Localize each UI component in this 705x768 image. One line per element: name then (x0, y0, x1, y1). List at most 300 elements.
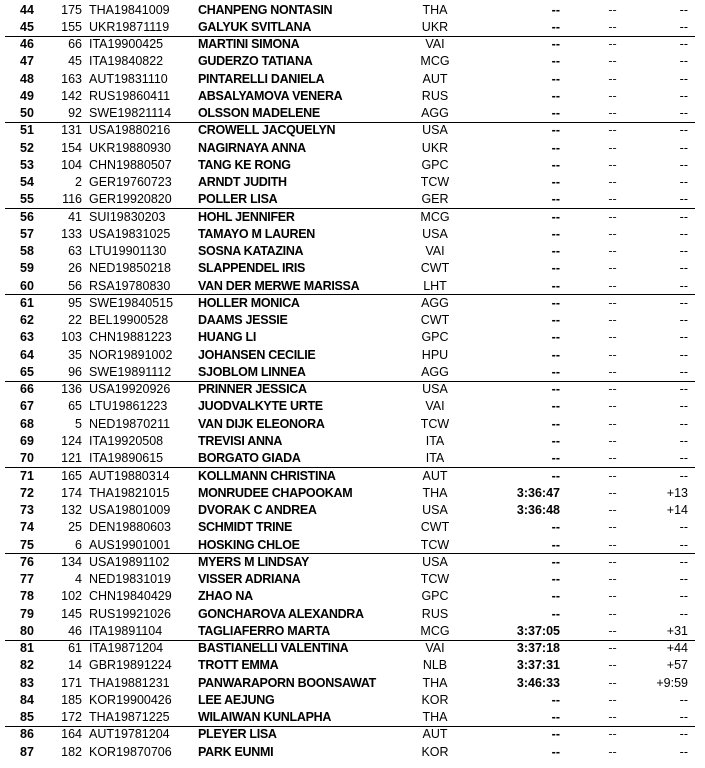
time-cell: -- (551, 192, 560, 207)
table-row (0, 398, 705, 415)
gap-cell: -- (679, 572, 688, 587)
rank-cell: 81 (20, 641, 34, 656)
rider-name-cell: PARK EUNMI (198, 744, 274, 759)
gap-cell: -- (679, 140, 688, 155)
team-cell: USA (422, 382, 448, 397)
team-cell: CWT (420, 313, 450, 328)
table-row (0, 53, 705, 70)
gap-cell: -- (679, 157, 688, 172)
rank-cell: 80 (20, 623, 34, 638)
bib-cell: 102 (61, 589, 82, 604)
bib-cell: 124 (61, 434, 82, 448)
team-cell: HPU (421, 347, 449, 362)
table-row (0, 174, 705, 191)
table-row (0, 71, 705, 88)
bonus-cell: -- (608, 313, 617, 328)
rank-cell: 74 (20, 520, 34, 535)
rank-cell: 66 (20, 382, 34, 397)
table-row (0, 226, 705, 243)
rank-cell: 56 (20, 209, 34, 224)
rider-name-cell: BASTIANELLI VALENTINA (198, 641, 349, 656)
table-row (0, 347, 705, 364)
gap-cell: -- (679, 209, 688, 224)
bonus-cell: -- (608, 209, 617, 224)
bib-cell: 185 (61, 692, 82, 707)
gap-cell: -- (679, 744, 688, 759)
gap-cell: -- (679, 123, 688, 138)
rider-name-cell: GONCHAROVA ALEXANDRA (198, 606, 364, 621)
rider-code-cell: NOR19891002 (89, 347, 173, 362)
time-cell: -- (551, 727, 560, 742)
table-row (0, 640, 705, 657)
time-cell: -- (551, 606, 560, 621)
gap-cell: -- (679, 295, 688, 310)
bib-cell: 163 (61, 71, 82, 86)
rider-code-cell: RUS19921026 (89, 606, 172, 621)
time-cell: -- (551, 226, 560, 241)
rank-cell: 65 (20, 364, 34, 379)
team-cell: MCG (420, 209, 450, 224)
bonus-cell: -- (608, 54, 617, 69)
rider-name-cell: VISSER ADRIANA (198, 572, 301, 587)
team-cell: GPC (421, 330, 449, 345)
table-row (0, 709, 705, 726)
rider-code-cell: THA19871225 (89, 710, 170, 725)
gap-cell: -- (679, 2, 688, 17)
rank-cell: 69 (20, 434, 34, 448)
rider-name-cell: MYERS M LINDSAY (198, 554, 310, 569)
bib-cell: 165 (61, 468, 82, 483)
time-cell: -- (551, 382, 560, 397)
rank-cell: 54 (20, 175, 34, 190)
gap-cell: +14 (666, 503, 688, 518)
time-cell: -- (551, 19, 560, 34)
bib-cell: 182 (61, 744, 82, 759)
gap-cell: -- (679, 192, 688, 207)
table-row (0, 191, 705, 208)
bonus-cell: -- (608, 572, 617, 587)
rider-name-cell: VAN DIJK ELEONORA (198, 416, 325, 431)
rider-name-cell: SCHMIDT TRINE (198, 520, 293, 535)
bib-cell: 116 (62, 192, 82, 207)
rank-cell: 50 (20, 106, 34, 121)
team-cell: VAI (425, 37, 445, 52)
time-cell: -- (551, 261, 560, 276)
table-row (0, 519, 705, 536)
bib-cell: 95 (68, 295, 82, 310)
gap-cell: -- (679, 54, 688, 69)
table-row (0, 381, 705, 398)
team-cell: NLB (422, 658, 448, 673)
team-cell: CWT (420, 261, 450, 276)
table-row (0, 105, 705, 122)
table-row (0, 657, 705, 674)
time-cell: 3:37:05 (516, 623, 560, 638)
table-row (0, 468, 705, 485)
rider-code-cell: USA19880216 (89, 123, 171, 138)
rank-cell: 70 (20, 451, 34, 466)
rider-code-cell: BEL19900528 (89, 313, 169, 328)
rider-code-cell: GBR19891224 (89, 658, 172, 673)
gap-cell: -- (679, 468, 688, 483)
bonus-cell: -- (608, 434, 617, 448)
rider-code-cell: ITA19920508 (89, 434, 164, 448)
rider-code-cell: THA19841009 (89, 2, 170, 17)
team-cell: TCW (420, 416, 450, 431)
gap-cell: -- (679, 347, 688, 362)
bonus-cell: -- (608, 503, 617, 518)
bonus-cell: -- (608, 295, 617, 310)
time-cell: -- (551, 434, 560, 448)
rider-name-cell: VAN DER MERWE MARISSA (198, 278, 360, 293)
team-cell: AGG (421, 364, 449, 379)
rank-cell: 62 (20, 313, 34, 328)
bonus-cell: -- (608, 710, 617, 725)
rider-name-cell: HUANG LI (198, 330, 257, 345)
bib-cell: 45 (68, 54, 82, 69)
team-cell: TCW (420, 572, 450, 587)
time-cell: -- (551, 2, 560, 17)
gap-cell: -- (679, 606, 688, 621)
team-cell: UKR (421, 19, 449, 34)
time-cell: -- (551, 37, 560, 52)
team-cell: USA (422, 554, 448, 569)
bib-cell: 35 (68, 347, 82, 362)
team-cell: VAI (425, 244, 445, 259)
bonus-cell: -- (608, 589, 617, 604)
bib-cell: 132 (61, 503, 82, 518)
bib-cell: 41 (68, 209, 82, 224)
bib-cell: 154 (61, 140, 82, 155)
rider-code-cell: AUS19901001 (89, 537, 171, 552)
rank-cell: 87 (20, 744, 34, 759)
table-row (0, 726, 705, 743)
rider-name-cell: PLEYER LISA (198, 727, 277, 742)
rider-code-cell: THA19821015 (89, 485, 170, 500)
bonus-cell: -- (608, 88, 617, 103)
time-cell: -- (551, 692, 560, 707)
time-cell: -- (551, 589, 560, 604)
bonus-cell: -- (608, 468, 617, 483)
bonus-cell: -- (608, 140, 617, 155)
time-cell: -- (551, 88, 560, 103)
table-row (0, 157, 705, 174)
rider-code-cell: UKR19880930 (89, 140, 172, 155)
table-row (0, 416, 705, 433)
rider-name-cell: PRINNER JESSICA (198, 382, 307, 397)
time-cell: -- (551, 416, 560, 431)
rank-cell: 61 (20, 295, 34, 310)
rider-code-cell: ITA19900425 (89, 37, 164, 52)
rider-code-cell: AUT19831110 (89, 71, 168, 86)
time-cell: 3:46:33 (516, 675, 560, 690)
time-cell: -- (551, 175, 560, 190)
table-row (0, 588, 705, 605)
rider-code-cell: RSA19780830 (89, 278, 171, 293)
rank-cell: 46 (20, 37, 34, 52)
team-cell: THA (422, 675, 448, 690)
rider-code-cell: ITA19890615 (89, 451, 164, 466)
rank-cell: 59 (20, 261, 34, 276)
rider-name-cell: HOSKING CHLOE (198, 537, 300, 552)
rider-code-cell: USA19801009 (89, 503, 171, 518)
bib-cell: 103 (61, 330, 82, 345)
gap-cell: -- (679, 364, 688, 379)
bonus-cell: -- (608, 347, 617, 362)
team-cell: USA (422, 503, 448, 518)
team-cell: UKR (421, 140, 449, 155)
time-cell: -- (551, 554, 560, 569)
bib-cell: 131 (61, 123, 82, 138)
team-cell: TCW (420, 537, 450, 552)
bib-cell: 2 (75, 175, 82, 190)
table-row (0, 209, 705, 226)
rider-code-cell: SUI19830203 (89, 209, 166, 224)
table-row (0, 675, 705, 692)
rider-code-cell: GER19920820 (89, 192, 172, 207)
rider-code-cell: ITA19891104 (89, 623, 163, 638)
bib-cell: 104 (61, 157, 82, 172)
rider-name-cell: DAAMS JESSIE (198, 313, 288, 328)
bib-cell: 66 (68, 37, 82, 52)
bib-cell: 164 (61, 727, 82, 742)
team-cell: MCG (420, 623, 450, 638)
rank-cell: 83 (20, 675, 34, 690)
gap-cell: -- (679, 226, 688, 241)
rider-name-cell: BORGATO GIADA (198, 451, 301, 466)
team-cell: USA (422, 123, 448, 138)
team-cell: RUS (421, 606, 449, 621)
rank-cell: 49 (20, 88, 34, 103)
time-cell: -- (551, 209, 560, 224)
rank-cell: 57 (20, 226, 34, 241)
rider-code-cell: AUT19880314 (89, 468, 170, 483)
bonus-cell: -- (608, 451, 617, 466)
time-cell: 3:36:48 (516, 503, 560, 518)
table-row (0, 88, 705, 105)
gap-cell: -- (679, 399, 688, 414)
rank-cell: 82 (20, 658, 34, 673)
rider-name-cell: PINTARELLI DANIELA (198, 71, 325, 86)
time-cell: -- (551, 123, 560, 138)
gap-cell: -- (679, 382, 688, 397)
rider-code-cell: NED19870211 (89, 416, 171, 431)
rider-name-cell: GUDERZO TATIANA (198, 54, 313, 69)
rank-cell: 77 (20, 572, 34, 587)
table-row (0, 278, 705, 295)
bonus-cell: -- (608, 537, 617, 552)
team-cell: AUT (422, 71, 448, 86)
gap-cell: +44 (666, 641, 688, 656)
team-cell: THA (422, 710, 448, 725)
rank-cell: 63 (20, 330, 34, 345)
bonus-cell: -- (608, 623, 617, 638)
rank-cell: 78 (20, 589, 34, 604)
rider-code-cell: RUS19860411 (89, 88, 171, 103)
table-row (0, 329, 705, 346)
bonus-cell: -- (608, 2, 617, 17)
table-row (0, 744, 705, 761)
team-cell: USA (422, 226, 448, 241)
rider-name-cell: ARNDT JUDITH (198, 175, 287, 190)
gap-cell: -- (679, 710, 688, 725)
bonus-cell: -- (608, 19, 617, 34)
rider-code-cell: NED19850218 (89, 261, 172, 276)
gap-cell: +13 (666, 485, 688, 500)
table-row (0, 433, 705, 450)
bib-cell: 4 (75, 572, 82, 587)
bib-cell: 172 (61, 710, 82, 725)
table-row (0, 19, 705, 36)
bib-cell: 155 (61, 19, 82, 34)
gap-cell: -- (679, 554, 688, 569)
rider-name-cell: TAGLIAFERRO MARTA (198, 623, 330, 638)
gap-cell: -- (679, 537, 688, 552)
time-cell: -- (551, 347, 560, 362)
bonus-cell: -- (608, 364, 617, 379)
rider-code-cell: SWE19840515 (89, 295, 174, 310)
time-cell: -- (551, 572, 560, 587)
table-row (0, 122, 705, 139)
team-cell: TCW (420, 175, 450, 190)
rider-code-cell: KOR19870706 (89, 744, 172, 759)
gap-cell: -- (679, 434, 688, 448)
rank-cell: 73 (20, 503, 34, 518)
rider-name-cell: WILAIWAN KUNLAPHA (198, 710, 332, 725)
rank-cell: 67 (20, 399, 34, 414)
rider-name-cell: OLSSON MADELENE (198, 106, 320, 121)
rider-code-cell: THA19881231 (89, 675, 170, 690)
time-cell: -- (551, 537, 560, 552)
rider-name-cell: ZHAO NA (198, 589, 253, 604)
team-cell: KOR (421, 744, 449, 759)
bib-cell: 171 (61, 675, 82, 690)
bib-cell: 174 (61, 485, 82, 500)
rider-name-cell: HOLLER MONICA (198, 295, 300, 310)
team-cell: AUT (422, 468, 448, 483)
bonus-cell: -- (608, 382, 617, 397)
rider-name-cell: CHANPENG NONTASIN (198, 2, 333, 17)
rank-cell: 47 (20, 54, 34, 69)
rider-name-cell: HOHL JENNIFER (198, 209, 295, 224)
bib-cell: 134 (61, 554, 82, 569)
table-row (0, 312, 705, 329)
bonus-cell: -- (608, 330, 617, 345)
gap-cell: -- (679, 520, 688, 535)
time-cell: -- (551, 71, 560, 86)
time-cell: -- (551, 468, 560, 483)
rider-name-cell: POLLER LISA (198, 192, 278, 207)
table-row (0, 571, 705, 588)
rider-code-cell: LTU19901130 (89, 244, 167, 259)
gap-cell: -- (679, 589, 688, 604)
gap-cell: -- (679, 175, 688, 190)
bonus-cell: -- (608, 641, 617, 656)
gap-cell: +31 (666, 623, 688, 638)
time-cell: -- (551, 710, 560, 725)
rider-code-cell: ITA19840822 (89, 54, 164, 69)
table-row (0, 554, 705, 571)
bonus-cell: -- (608, 606, 617, 621)
bib-cell: 5 (75, 416, 82, 431)
table-row (0, 36, 705, 53)
table-row (0, 295, 705, 312)
time-cell: 3:37:31 (516, 658, 560, 673)
gap-cell: -- (679, 416, 688, 431)
bonus-cell: -- (608, 226, 617, 241)
table-row (0, 537, 705, 554)
rider-name-cell: SJOBLOM LINNEA (198, 364, 306, 379)
rank-cell: 48 (20, 71, 34, 86)
rider-code-cell: ITA19871204 (89, 641, 164, 656)
rank-cell: 68 (20, 416, 34, 431)
rider-code-cell: CHN19880507 (89, 157, 172, 172)
bib-cell: 133 (61, 226, 82, 241)
rider-code-cell: SWE19891112 (89, 364, 172, 379)
bonus-cell: -- (608, 123, 617, 138)
bonus-cell: -- (608, 175, 617, 190)
rider-code-cell: CHN19881223 (89, 330, 172, 345)
table-row (0, 140, 705, 157)
team-cell: THA (422, 485, 448, 500)
team-cell: ITA (425, 451, 445, 466)
bonus-cell: -- (608, 278, 617, 293)
bib-cell: 136 (61, 382, 82, 397)
bonus-cell: -- (608, 37, 617, 52)
bib-cell: 26 (68, 261, 82, 276)
team-cell: VAI (425, 399, 445, 414)
bib-cell: 25 (68, 520, 82, 535)
rider-name-cell: GALYUK SVITLANA (198, 19, 312, 34)
rider-code-cell: CHN19840429 (89, 589, 172, 604)
time-cell: -- (551, 520, 560, 535)
table-row (0, 606, 705, 623)
bonus-cell: -- (608, 157, 617, 172)
rider-code-cell: GER19760723 (89, 175, 172, 190)
rider-code-cell: UKR19871119 (89, 19, 170, 34)
table-row (0, 623, 705, 640)
bib-cell: 65 (68, 399, 82, 414)
rank-cell: 79 (20, 606, 34, 621)
rank-cell: 84 (20, 692, 34, 707)
rank-cell: 45 (20, 19, 34, 34)
bonus-cell: -- (608, 71, 617, 86)
rider-code-cell: USA19831025 (89, 226, 171, 241)
gap-cell: -- (679, 727, 688, 742)
rank-cell: 44 (20, 2, 34, 17)
rank-cell: 85 (20, 710, 34, 725)
bonus-cell: -- (608, 692, 617, 707)
rank-cell: 55 (20, 192, 34, 207)
rider-code-cell: NED19831019 (89, 572, 172, 587)
team-cell: LHT (423, 278, 447, 293)
rider-name-cell: JUODVALKYTE URTE (198, 399, 323, 414)
time-cell: -- (551, 140, 560, 155)
time-cell: -- (551, 451, 560, 466)
bonus-cell: -- (608, 261, 617, 276)
bonus-cell: -- (608, 192, 617, 207)
rider-name-cell: MARTINI SIMONA (198, 37, 300, 52)
team-cell: AGG (421, 295, 449, 310)
rank-cell: 64 (20, 347, 34, 362)
table-row (0, 2, 705, 19)
rider-name-cell: KOLLMANN CHRISTINA (198, 468, 336, 483)
team-cell: GPC (421, 157, 449, 172)
rider-name-cell: DVORAK C ANDREA (198, 503, 317, 518)
time-cell: -- (551, 157, 560, 172)
rider-code-cell: KOR19900426 (89, 692, 172, 707)
bib-cell: 6 (75, 537, 82, 552)
